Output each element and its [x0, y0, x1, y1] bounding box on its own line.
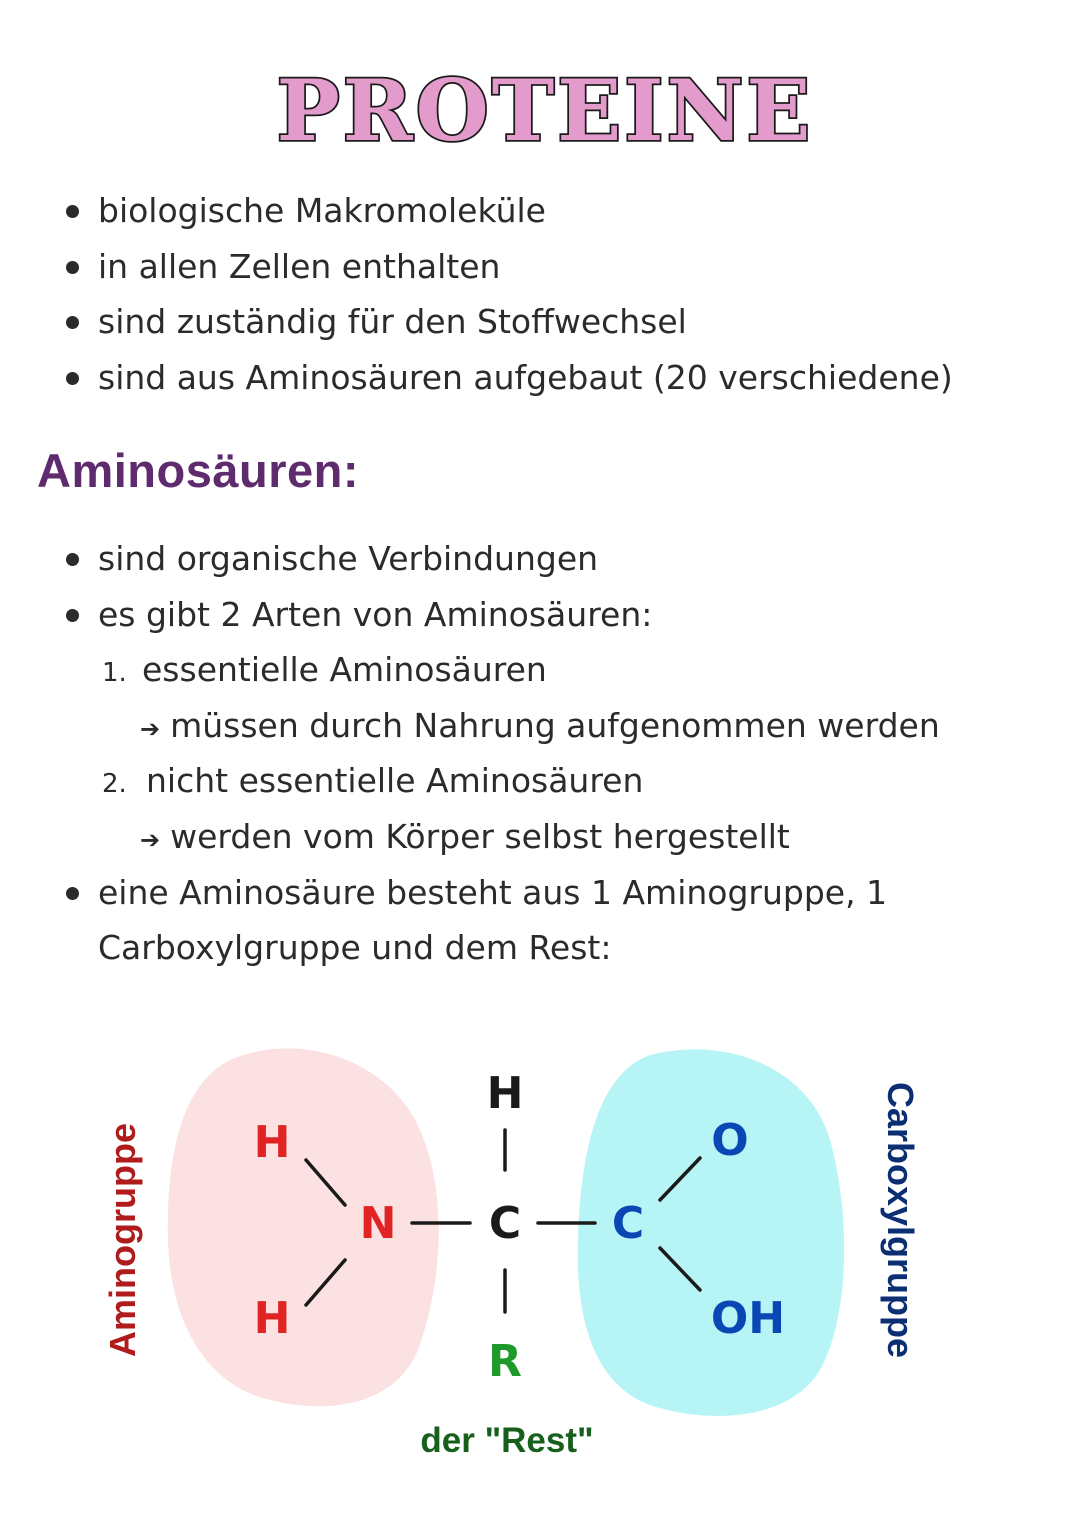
- section-heading-aminosaeuren: Aminosäuren:: [37, 444, 359, 497]
- atom-n: N: [359, 1198, 397, 1249]
- bullet-icon: [66, 609, 79, 622]
- list-item-text: in allen Zellen enthalten: [98, 246, 501, 286]
- list-item-text: eine Aminosäure besteht aus 1 Aminogruppe, 1: [98, 872, 888, 912]
- list-item: [62, 350, 953, 406]
- carboxyl-group-label: Carboxylgruppe: [880, 1081, 921, 1359]
- list-item-continuation: [62, 920, 887, 976]
- list-item: [62, 587, 887, 643]
- atom-c-alpha: C: [488, 1198, 522, 1249]
- bullet-icon: [66, 887, 79, 900]
- page-title-graphic: [0, 62, 1080, 162]
- arrow-right-icon: ➔: [140, 825, 161, 854]
- item-text: essentielle Aminosäuren: [142, 650, 547, 690]
- item-text: nicht essentielle Aminosäuren: [146, 761, 644, 801]
- atom-c-carboxyl: C: [611, 1198, 645, 1249]
- bullet-icon: [66, 553, 79, 566]
- item-number: 1.: [102, 658, 127, 689]
- list-item-text: es gibt 2 Arten von Aminosäuren:: [98, 594, 653, 634]
- amino-group-label: Aminogruppe: [102, 1123, 143, 1357]
- list-item: [62, 531, 887, 587]
- atom-h-bottom-left: H: [253, 1293, 291, 1344]
- list-item-text: sind aus Aminosäuren aufgebaut (20 verschiedene): [98, 357, 953, 397]
- list-item: [62, 239, 953, 295]
- list-item-text: biologische Makromoleküle: [98, 191, 546, 230]
- list-item: [62, 183, 953, 239]
- arrow-note-2: [62, 809, 887, 865]
- page-title: PROTEINE: [276, 62, 814, 160]
- note-text: werden vom Körper selbst hergestellt: [170, 816, 790, 856]
- list-item-text: sind organische Verbindungen: [98, 539, 599, 578]
- amino-group-blob: [168, 1048, 439, 1406]
- arrow-note-1: [62, 698, 940, 754]
- page-title-block: [0, 62, 1080, 162]
- atom-o: O: [711, 1115, 749, 1166]
- list-item-text: Carboxylgruppe und dem Rest:: [98, 928, 612, 968]
- amino-acid-diagram: [0, 1020, 1080, 1490]
- item-number: 2.: [102, 769, 127, 800]
- list-item: [62, 865, 887, 921]
- rest-label: der "Rest": [420, 1421, 594, 1460]
- numbered-item-1: [62, 642, 887, 698]
- intro-list: [62, 183, 953, 405]
- arrow-right-icon: ➔: [140, 714, 161, 743]
- atom-oh: OH: [710, 1293, 786, 1344]
- atom-h-top: H: [486, 1068, 524, 1119]
- bullet-icon: [66, 372, 79, 385]
- numbered-item-2: [62, 753, 887, 809]
- atom-h-top-left: H: [253, 1117, 291, 1168]
- note-text: müssen durch Nahrung aufgenommen werden: [170, 705, 940, 745]
- structure-formula: [0, 1020, 1080, 1490]
- atom-r: R: [488, 1336, 522, 1387]
- amino-list: [62, 531, 940, 976]
- bullet-icon: [66, 316, 79, 329]
- bullet-icon: [66, 261, 79, 274]
- list-item: [62, 294, 953, 350]
- bullet-icon: [66, 205, 79, 218]
- list-item-text: sind zuständig für den Stoffwechsel: [98, 302, 687, 342]
